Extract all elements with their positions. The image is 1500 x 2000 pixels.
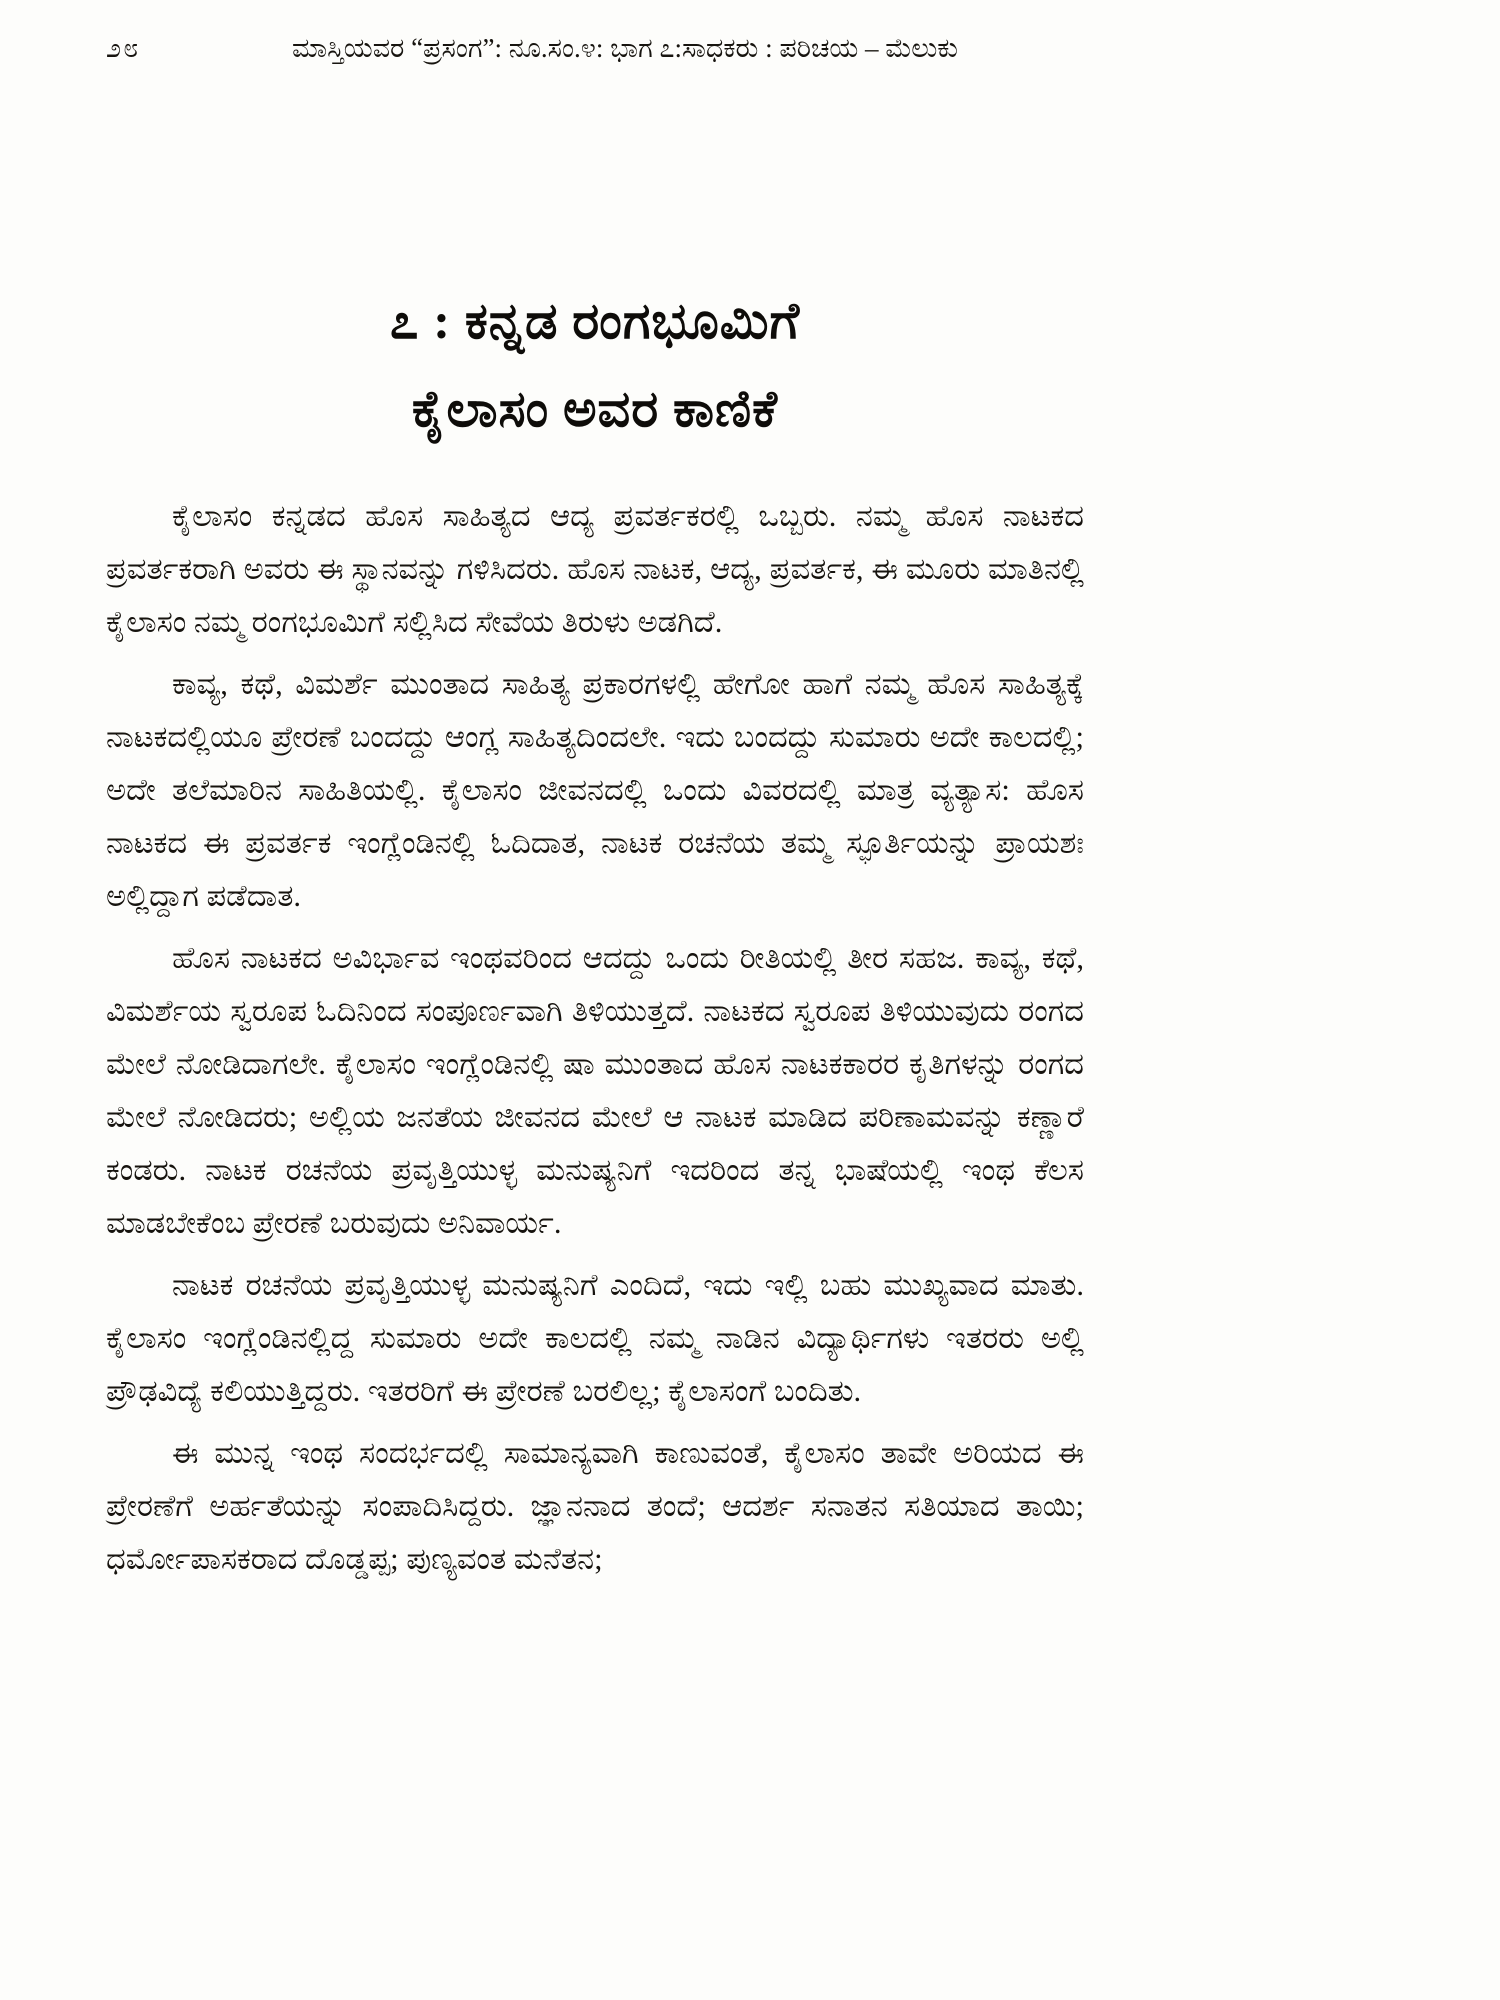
paragraph-1: ಕೈಲಾಸಂ ಕನ್ನಡದ ಹೊಸ ಸಾಹಿತ್ಯದ ಆದ್ಯ ಪ್ರವರ್ತಕರಲ್ಲಿ ಒಬ್ಬರು. ನಮ್ಮ ಹೊಸ ನಾಟಕದ ಪ್ರವರ್ತಕರಾಗಿ ಅವರು ಈ ಸ್ಥಾನವನ್ನು ಗಳಿಸಿದರು. ಹೊಸ ನಾಟಕ, ಆದ್ಯ, ಪ್ರವರ್ತಕ, ಈ ಮೂರು ಮಾತಿನಲ್ಲಿ ಕೈಲಾಸಂ ನಮ್ಮ ರಂಗಭೂಮಿಗೆ ಸಲ್ಲಿಸಿದ ಸೇವೆಯ ತಿರುಳು ಅಡಗಿದೆ.	[106, 499, 1084, 639]
paragraph-5: ಈ ಮುನ್ನ ಇಂಥ ಸಂದರ್ಭದಲ್ಲಿ ಸಾಮಾನ್ಯವಾಗಿ ಕಾಣುವಂತೆ, ಕೈಲಾಸಂ ತಾವೇ ಅರಿಯದ ಈ ಪ್ರೇರಣೆಗೆ ಅರ್ಹತೆಯನ್ನು ಸಂಪಾದಿಸಿದ್ದರು. ಜ್ಞಾನನಾದ ತಂದೆ; ಆದರ್ಶ ಸನಾತನ ಸತಿಯಾದ ತಾಯಿ; ಧರ್ಮೋಪಾಸಕರಾದ ದೊಡ್ಡಪ್ಪ; ಪುಣ್ಯವಂತ ಮನೆತನ;	[106, 1436, 1084, 1576]
running-header	[106, 28, 1084, 68]
chapter-title-line2: ಕೈಲಾಸಂ ಅವರ ಕಾಣಿಕೆ	[411, 382, 779, 438]
body-text	[106, 490, 1084, 1595]
chapter-title	[106, 278, 1084, 454]
paragraph-4: ನಾಟಕ ರಚನೆಯ ಪ್ರವೃತ್ತಿಯುಳ್ಳ ಮನುಷ್ಯನಿಗೆ ಎಂದಿದೆ, ಇದು ಇಲ್ಲಿ ಬಹು ಮುಖ್ಯವಾದ ಮಾತು. ಕೈಲಾಸಂ ಇಂಗ್ಲೆಂಡಿನಲ್ಲಿದ್ದ ಸುಮಾರು ಅದೇ ಕಾಲದಲ್ಲಿ ನಮ್ಮ ನಾಡಿನ ವಿದ್ಯಾರ್ಥಿಗಳು ಇತರರು ಅಲ್ಲಿ ಪ್ರೌಢವಿದ್ಯೆ ಕಲಿಯುತ್ತಿದ್ದರು. ಇತರರಿಗೆ ಈ ಪ್ರೇರಣೆ ಬರಲಿಲ್ಲ; ಕೈಲಾಸಂಗೆ ಬಂದಿತು.	[106, 1268, 1084, 1408]
chapter-title-line1: ೭ : ಕನ್ನಡ ರಂಗಭೂಮಿಗೆ	[389, 294, 801, 350]
paragraph-2: ಕಾವ್ಯ, ಕಥೆ, ವಿಮರ್ಶೆ ಮುಂತಾದ ಸಾಹಿತ್ಯ ಪ್ರಕಾರಗಳಲ್ಲಿ ಹೇಗೋ ಹಾಗೆ ನಮ್ಮ ಹೊಸ ಸಾಹಿತ್ಯಕ್ಕೆ ನಾಟಕದಲ್ಲಿಯೂ ಪ್ರೇರಣೆ ಬಂದದ್ದು ಆಂಗ್ಲ ಸಾಹಿತ್ಯದಿಂದಲೇ. ಇದು ಬಂದದ್ದು ಸುಮಾರು ಅದೇ ಕಾಲದಲ್ಲಿ; ಅದೇ ತಲೆಮಾರಿನ ಸಾಹಿತಿಯಲ್ಲಿ. ಕೈಲಾಸಂ ಜೀವನದಲ್ಲಿ ಒಂದು ವಿವರದಲ್ಲಿ ಮಾತ್ರ ವ್ಯತ್ಯಾಸ: ಹೊಸ ನಾಟಕದ ಈ ಪ್ರವರ್ತಕ ಇಂಗ್ಲೆಂಡಿನಲ್ಲಿ ಓದಿದಾತ, ನಾಟಕ ರಚನೆಯ ತಮ್ಮ ಸ್ಫೂರ್ತಿಯನ್ನು ಪ್ರಾಯಶಃ ಅಲ್ಲಿದ್ದಾಗ ಪಡೆದಾತ.	[106, 667, 1084, 913]
paragraph-3: ಹೊಸ ನಾಟಕದ ಅವಿರ್ಭಾವ ಇಂಥವರಿಂದ ಆದದ್ದು ಒಂದು ರೀತಿಯಲ್ಲಿ ತೀರ ಸಹಜ. ಕಾವ್ಯ, ಕಥೆ, ವಿಮರ್ಶೆಯ ಸ್ವರೂಪ ಓದಿನಿಂದ ಸಂಪೂರ್ಣವಾಗಿ ತಿಳಿಯುತ್ತದೆ. ನಾಟಕದ ಸ್ವರೂಪ ತಿಳಿಯುವುದು ರಂಗದ ಮೇಲೆ ನೋಡಿದಾಗಲೇ. ಕೈಲಾಸಂ ಇಂಗ್ಲೆಂಡಿನಲ್ಲಿ ಷಾ ಮುಂತಾದ ಹೊಸ ನಾಟಕಕಾರರ ಕೃತಿಗಳನ್ನು ರಂಗದ ಮೇಲೆ ನೋಡಿದರು; ಅಲ್ಲಿಯ ಜನತೆಯ ಜೀವನದ ಮೇಲೆ ಆ ನಾಟಕ ಮಾಡಿದ ಪರಿಣಾಮವನ್ನು ಕಣ್ಣಾರೆ ಕಂಡರು. ನಾಟಕ ರಚನೆಯ ಪ್ರವೃತ್ತಿಯುಳ್ಳ ಮನುಷ್ಯನಿಗೆ ಇದರಿಂದ ತನ್ನ ಭಾಷೆಯಲ್ಲಿ ಇಂಥ ಕೆಲಸ ಮಾಡಬೇಕೆಂಬ ಪ್ರೇರಣೆ ಬರುವುದು ಅನಿವಾರ್ಯ.	[106, 941, 1084, 1240]
running-header-text: ಮಾಸ್ತಿಯವರ “ಪ್ರಸಂಗ”: ನೂ.ಸಂ.೪: ಭಾಗ ೭:ಸಾಧಕರು : ಪರಿಚಯ – ಮೆಲುಕು	[291, 33, 959, 63]
page-number: ೨೮	[106, 33, 141, 63]
